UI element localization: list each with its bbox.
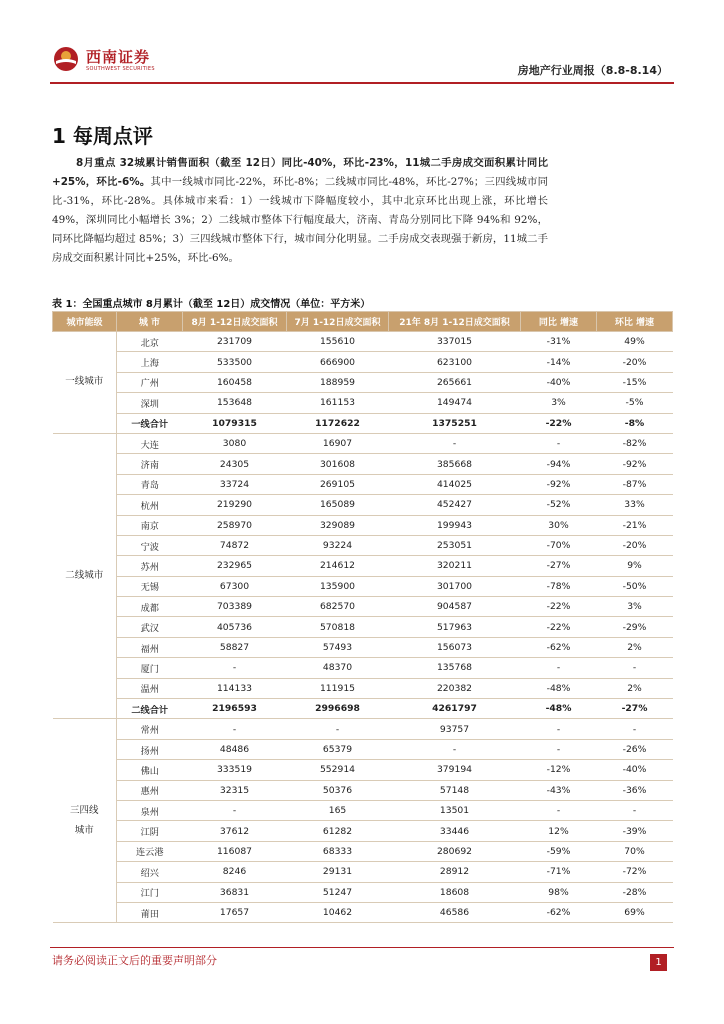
yoy-cell: -71% [521,862,597,882]
aug-area-cell: 33724 [183,474,287,494]
yoy-cell: -62% [521,902,597,922]
aug-area-cell: - [183,658,287,678]
table-row [53,862,673,882]
jul-area-cell: 161153 [287,393,389,413]
jul-area-cell: 111915 [287,678,389,698]
city-name-cell: 连云港 [117,841,183,861]
mom-cell: - [597,658,673,678]
jul-area-cell: 68333 [287,841,389,861]
mom-cell: -20% [597,535,673,555]
mom-cell: -87% [597,474,673,494]
header-jul-area: 7月 1-12日成交面积 [287,312,389,332]
jul-area-cell: 48370 [287,658,389,678]
yoy-cell: -31% [521,332,597,352]
city-name-cell: 二线合计 [117,699,183,719]
table-row [53,841,673,861]
table-row [53,332,673,352]
aug-area-cell: 153648 [183,393,287,413]
city-name-cell: 成都 [117,597,183,617]
area-2021-cell: 385668 [389,454,521,474]
aug-area-cell: 36831 [183,882,287,902]
city-tier-cell: 一线城市 [53,332,117,434]
mom-cell: -27% [597,699,673,719]
jul-area-cell: 2996698 [287,699,389,719]
area-2021-cell: 280692 [389,841,521,861]
mom-cell: -92% [597,454,673,474]
city-name-cell: 宁波 [117,535,183,555]
yoy-cell: -62% [521,637,597,657]
table-row [53,474,673,494]
area-2021-cell: 265661 [389,372,521,392]
city-name-cell: 广州 [117,372,183,392]
table-row [53,515,673,535]
aug-area-cell: - [183,719,287,739]
area-2021-cell: 623100 [389,352,521,372]
area-2021-cell: 93757 [389,719,521,739]
city-name-cell: 济南 [117,454,183,474]
area-2021-cell: 452427 [389,495,521,515]
summary-paragraph [52,154,548,268]
yoy-cell: -92% [521,474,597,494]
table-row [53,352,673,372]
table-row [53,576,673,596]
city-name-cell: 泉州 [117,800,183,820]
yoy-cell: -27% [521,556,597,576]
area-2021-cell: 135768 [389,658,521,678]
jul-area-cell: 93224 [287,535,389,555]
jul-area-cell: - [287,719,389,739]
yoy-cell: -94% [521,454,597,474]
summary-body-text: 其中一线城市同比-22%，环比-8%；二线城市同比-48%，环比-27%；三四线城市同比-31%，环比-28%。具体城市来看：1）一线城市下降幅度较小，其中北京环比出现上涨，环比增长 49%，深圳同比小幅增长 3%；2）二线城市整体下行幅度最大，济南、青岛分别同比下降 94%和 92%，同环比降幅均超过 85%；3）三四线城市整体下行，城市间分化明显。二手房成交表现强于新房，11城二手房成交面积累计同比+25%，环比-6%。 [52,176,549,264]
mom-cell: -72% [597,862,673,882]
area-2021-cell: 33446 [389,821,521,841]
aug-area-cell: 114133 [183,678,287,698]
area-2021-cell: - [389,433,521,453]
jul-area-cell: 29131 [287,862,389,882]
yoy-cell: -22% [521,617,597,637]
jul-area-cell: 10462 [287,902,389,922]
area-2021-cell: 13501 [389,800,521,820]
mom-cell: 3% [597,597,673,617]
aug-area-cell: 2196593 [183,699,287,719]
yoy-cell: -59% [521,841,597,861]
aug-area-cell: 232965 [183,556,287,576]
jul-area-cell: 570818 [287,617,389,637]
mom-cell: - [597,800,673,820]
mom-cell: 2% [597,637,673,657]
table-subtotal-row [53,699,673,719]
yoy-cell: - [521,719,597,739]
mom-cell: -82% [597,433,673,453]
jul-area-cell: 61282 [287,821,389,841]
yoy-cell: -70% [521,535,597,555]
aug-area-cell: 8246 [183,862,287,882]
footer-divider [50,947,674,948]
table-row [53,719,673,739]
aug-area-cell: 58827 [183,637,287,657]
table-row [53,556,673,576]
city-name-cell: 江阴 [117,821,183,841]
yoy-cell: 98% [521,882,597,902]
yoy-cell: - [521,739,597,759]
yoy-cell: -12% [521,760,597,780]
page-number: 1 [650,954,667,971]
city-tier-label-line1: 三四线 [69,804,99,816]
mom-cell: -21% [597,515,673,535]
table-row [53,393,673,413]
jul-area-cell: 135900 [287,576,389,596]
yoy-cell: -48% [521,678,597,698]
aug-area-cell: 703389 [183,597,287,617]
city-name-cell: 绍兴 [117,862,183,882]
jul-area-cell: 301608 [287,454,389,474]
aug-area-cell: 3080 [183,433,287,453]
area-2021-cell: 379194 [389,760,521,780]
aug-area-cell: 116087 [183,841,287,861]
table-row [53,454,673,474]
header-2021-aug-area: 21年 8月 1-12日成交面积 [389,312,521,332]
city-name-cell: 杭州 [117,495,183,515]
area-2021-cell: 149474 [389,393,521,413]
table-row [53,433,673,453]
table-row [53,678,673,698]
city-name-cell: 大连 [117,433,183,453]
aug-area-cell: - [183,800,287,820]
mom-cell: -50% [597,576,673,596]
mom-cell: 69% [597,902,673,922]
mom-cell: -28% [597,882,673,902]
city-name-cell: 福州 [117,637,183,657]
area-2021-cell: 156073 [389,637,521,657]
table-row [53,739,673,759]
aug-area-cell: 37612 [183,821,287,841]
yoy-cell: - [521,433,597,453]
city-name-cell: 扬州 [117,739,183,759]
mom-cell: 9% [597,556,673,576]
yoy-cell: -22% [521,413,597,433]
city-tier-cell [53,719,117,923]
city-name-cell: 苏州 [117,556,183,576]
area-2021-cell: 320211 [389,556,521,576]
jul-area-cell: 165089 [287,495,389,515]
jul-area-cell: 65379 [287,739,389,759]
table-row [53,821,673,841]
mom-cell: 33% [597,495,673,515]
city-name-cell: 莆田 [117,902,183,922]
mom-cell: -15% [597,372,673,392]
area-2021-cell: 414025 [389,474,521,494]
city-name-cell: 南京 [117,515,183,535]
yoy-cell: -22% [521,597,597,617]
table-row [53,637,673,657]
logo-chinese-name: 西南证券 [86,48,151,66]
summary-bold-text: 8月重点 32城累计销售面积（截至 12日）同比-40%，环比-23%，11城二手房成交面积累计同比+25%，环比-6%。 [52,157,548,188]
table-title: 表 1：全国重点城市 8月累计（截至 12日）成交情况（单位：平方米） [52,299,371,310]
yoy-cell: -43% [521,780,597,800]
mom-cell: -5% [597,393,673,413]
area-2021-cell: 517963 [389,617,521,637]
city-name-cell: 江门 [117,882,183,902]
table-subtotal-row [53,413,673,433]
jul-area-cell: 666900 [287,352,389,372]
table-header-row [53,312,673,332]
mom-cell: -20% [597,352,673,372]
jul-area-cell: 552914 [287,760,389,780]
logo-emblem-icon [53,46,79,72]
jul-area-cell: 269105 [287,474,389,494]
jul-area-cell: 682570 [287,597,389,617]
city-name-cell: 一线合计 [117,413,183,433]
area-2021-cell: 904587 [389,597,521,617]
page-header [50,40,674,82]
table-row [53,372,673,392]
table-row [53,760,673,780]
yoy-cell: -40% [521,372,597,392]
header-divider [50,82,674,84]
header-city-tier: 城市能级 [53,312,117,332]
area-2021-cell: - [389,739,521,759]
yoy-cell: -48% [521,699,597,719]
jul-area-cell: 57493 [287,637,389,657]
city-name-cell: 上海 [117,352,183,372]
jul-area-cell: 329089 [287,515,389,535]
aug-area-cell: 333519 [183,760,287,780]
mom-cell: -40% [597,760,673,780]
jul-area-cell: 50376 [287,780,389,800]
area-2021-cell: 28912 [389,862,521,882]
header-city: 城 市 [117,312,183,332]
table-row [53,902,673,922]
aug-area-cell: 24305 [183,454,287,474]
area-2021-cell: 220382 [389,678,521,698]
aug-area-cell: 32315 [183,780,287,800]
area-2021-cell: 4261797 [389,699,521,719]
yoy-cell: - [521,800,597,820]
city-name-cell: 厦门 [117,658,183,678]
city-name-cell: 北京 [117,332,183,352]
table-row [53,617,673,637]
section-title: 1 每周点评 [52,124,153,148]
logo-english-name: SOUTHWEST SECURITIES [86,66,155,72]
city-name-cell: 温州 [117,678,183,698]
city-name-cell: 常州 [117,719,183,739]
header-yoy: 同比 增速 [521,312,597,332]
mom-cell: -26% [597,739,673,759]
aug-area-cell: 258970 [183,515,287,535]
yoy-cell: 30% [521,515,597,535]
mom-cell: - [597,719,673,739]
company-logo [50,40,190,80]
city-name-cell: 青岛 [117,474,183,494]
aug-area-cell: 160458 [183,372,287,392]
mom-cell: 2% [597,678,673,698]
table-row [53,597,673,617]
area-2021-cell: 337015 [389,332,521,352]
mom-cell: -39% [597,821,673,841]
mom-cell: 49% [597,332,673,352]
mom-cell: -29% [597,617,673,637]
jul-area-cell: 51247 [287,882,389,902]
aug-area-cell: 405736 [183,617,287,637]
mom-cell: 70% [597,841,673,861]
jul-area-cell: 16907 [287,433,389,453]
jul-area-cell: 165 [287,800,389,820]
aug-area-cell: 231709 [183,332,287,352]
table-row [53,495,673,515]
header-aug-area: 8月 1-12日成交面积 [183,312,287,332]
area-2021-cell: 253051 [389,535,521,555]
jul-area-cell: 1172622 [287,413,389,433]
aug-area-cell: 48486 [183,739,287,759]
transaction-table [52,311,673,923]
report-title: 房地产行业周报（8.8-8.14） [517,64,668,77]
city-name-cell: 佛山 [117,760,183,780]
city-name-cell: 无锡 [117,576,183,596]
aug-area-cell: 219290 [183,495,287,515]
city-name-cell: 惠州 [117,780,183,800]
aug-area-cell: 67300 [183,576,287,596]
area-2021-cell: 199943 [389,515,521,535]
yoy-cell: 12% [521,821,597,841]
jul-area-cell: 155610 [287,332,389,352]
table-row [53,800,673,820]
mom-cell: -36% [597,780,673,800]
footer-disclaimer: 请务必阅读正文后的重要声明部分 [52,954,217,967]
aug-area-cell: 74872 [183,535,287,555]
yoy-cell: -78% [521,576,597,596]
area-2021-cell: 1375251 [389,413,521,433]
yoy-cell: 3% [521,393,597,413]
header-mom: 环比 增速 [597,312,673,332]
yoy-cell: -52% [521,495,597,515]
city-tier-cell: 二线城市 [53,433,117,718]
yoy-cell: - [521,658,597,678]
table-row [53,780,673,800]
yoy-cell: -14% [521,352,597,372]
area-2021-cell: 18608 [389,882,521,902]
table-row [53,535,673,555]
area-2021-cell: 57148 [389,780,521,800]
mom-cell: -8% [597,413,673,433]
jul-area-cell: 188959 [287,372,389,392]
city-tier-label-line2: 城市 [74,824,94,836]
area-2021-cell: 301700 [389,576,521,596]
area-2021-cell: 46586 [389,902,521,922]
table-row [53,882,673,902]
aug-area-cell: 1079315 [183,413,287,433]
aug-area-cell: 533500 [183,352,287,372]
city-name-cell: 武汉 [117,617,183,637]
jul-area-cell: 214612 [287,556,389,576]
table-row [53,658,673,678]
aug-area-cell: 17657 [183,902,287,922]
city-name-cell: 深圳 [117,393,183,413]
